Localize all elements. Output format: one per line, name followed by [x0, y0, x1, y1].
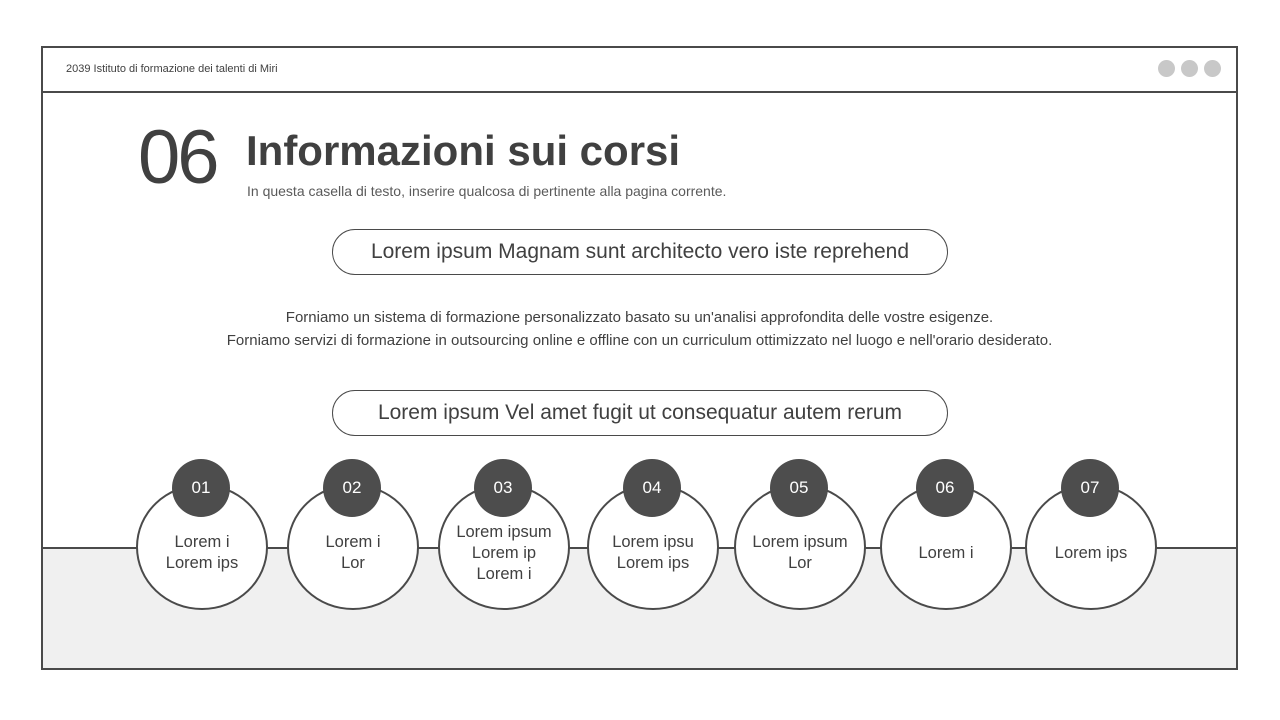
window-controls [1158, 60, 1221, 77]
step-number-badge: 07 [1061, 459, 1119, 517]
description [43, 306, 1236, 352]
app-title: 2039 Istituto di formazione dei talenti di Miri [66, 63, 278, 75]
description-line-2: Forniamo servizi di formazione in outsourcing online e offline con un curriculum ottimizzato nel luogo e nell'orario desiderato. [226, 332, 1053, 349]
step-label: Lorem i Lorem ips [165, 533, 239, 572]
step-06 [880, 458, 1012, 612]
step-label: Lorem ipsum Lorem ip Lorem i [456, 522, 552, 583]
slide-frame [41, 46, 1238, 670]
headline-pill-1: Lorem ipsum Magnam sunt architecto vero iste reprehend [332, 229, 948, 275]
step-05 [734, 458, 866, 612]
description-line-1: Forniamo un sistema di formazione personalizzato basato su un'analisi approfondita delle vostre esigenze. [285, 309, 994, 326]
page-title: Informazioni sui corsi [246, 127, 681, 174]
step-07 [1025, 458, 1157, 612]
window-dot-2[interactable] [1181, 60, 1198, 77]
step-label: Lorem i [918, 543, 974, 562]
headline-pill-2: Lorem ipsum Vel amet fugit ut consequatur autem rerum [332, 390, 948, 436]
title-bar [43, 48, 1236, 93]
step-label: Lorem i Lor [325, 533, 381, 572]
window-dot-3[interactable] [1204, 60, 1221, 77]
window-dot-1[interactable] [1158, 60, 1175, 77]
step-04 [587, 458, 719, 612]
step-number-badge: 06 [916, 459, 974, 517]
step-number-badge: 05 [770, 459, 828, 517]
step-label: Lorem ips [1054, 543, 1128, 562]
section-number: 06 [138, 115, 217, 200]
step-label: Lorem ipsum Lor [752, 533, 848, 572]
page-subtitle: In questa casella di testo, inserire qualcosa di pertinente alla pagina corrente. [247, 183, 727, 199]
step-number-badge: 04 [623, 459, 681, 517]
step-number-badge: 01 [172, 459, 230, 517]
step-02 [287, 458, 419, 612]
step-number-badge: 03 [474, 459, 532, 517]
step-label: Lorem ipsu Lorem ips [612, 533, 694, 572]
step-03 [438, 458, 570, 612]
step-number-badge: 02 [323, 459, 381, 517]
step-01 [136, 458, 268, 612]
